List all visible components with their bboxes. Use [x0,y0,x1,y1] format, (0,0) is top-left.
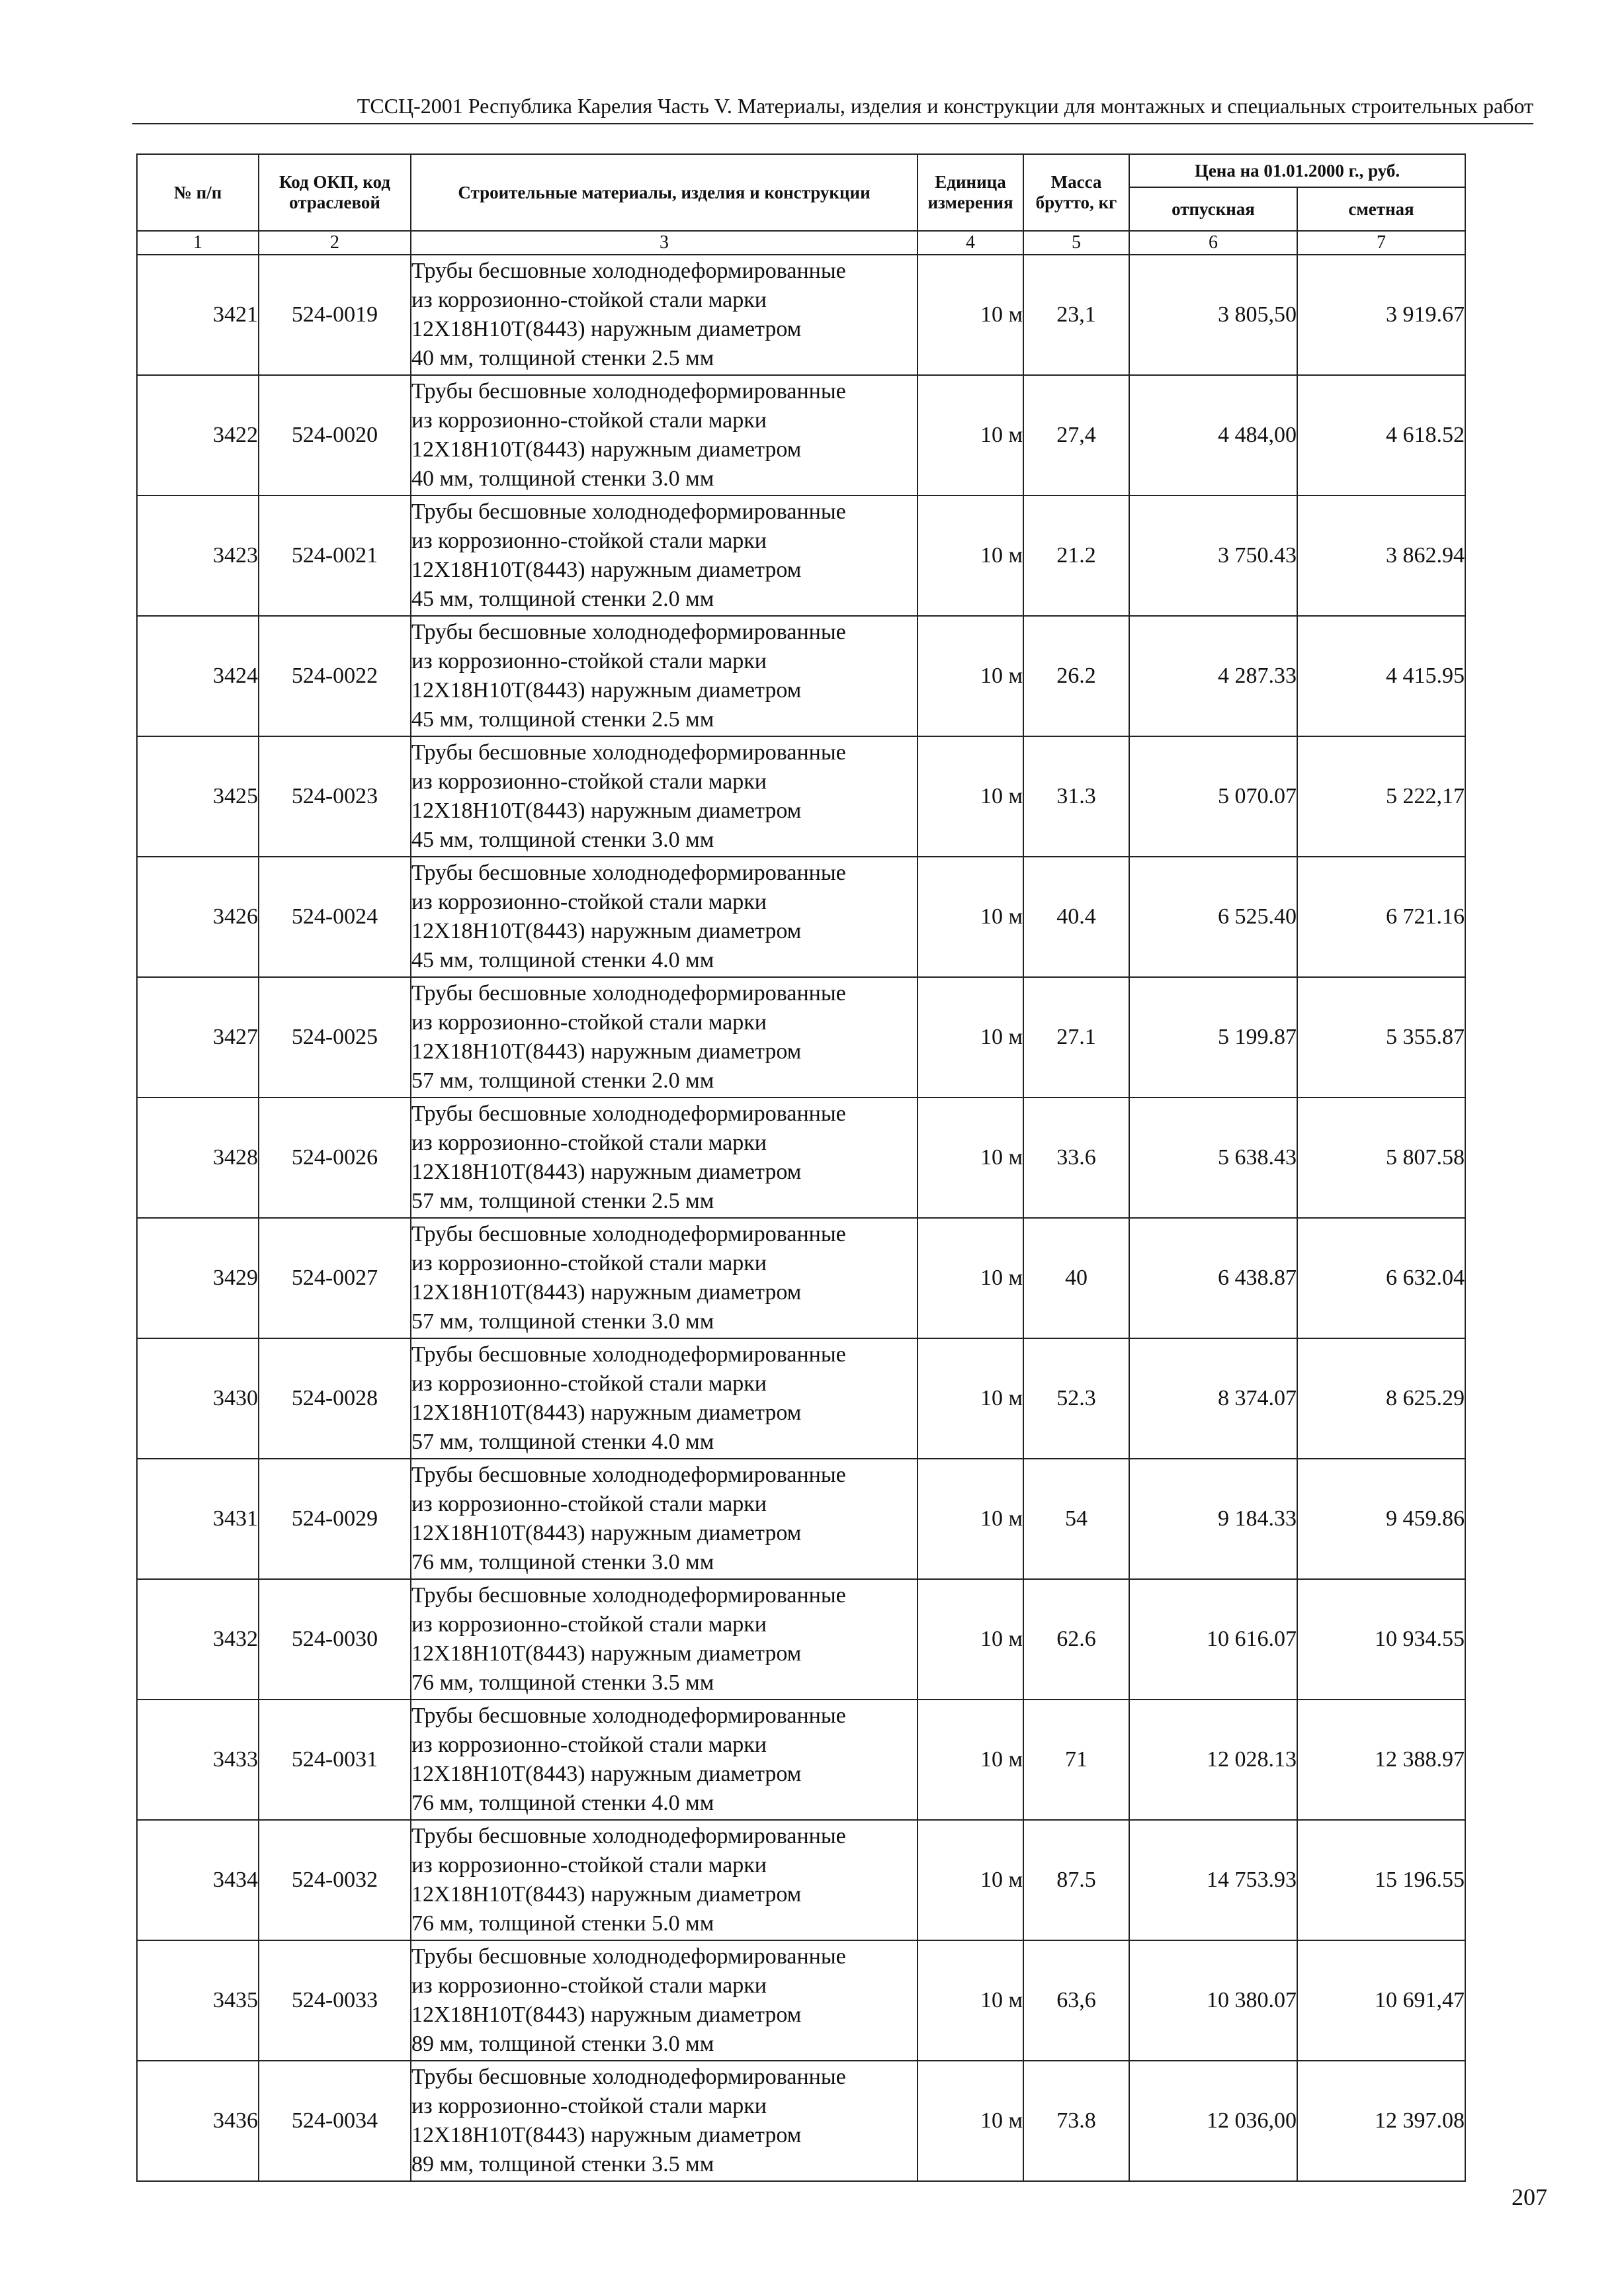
material-name-line: 12Х18Н10Т(8443) наружным диаметром [411,678,802,703]
material-name-line: Трубы бесшовные холоднодеформированные [411,259,846,283]
price-release: 5 070.07 [1129,736,1297,857]
material-name [411,736,918,857]
okp-code: 524-0021 [259,496,411,616]
table-row [137,2061,1465,2181]
material-name [411,977,918,1098]
okp-code: 524-0034 [259,2061,411,2181]
material-name-line: Трубы бесшовные холоднодеформированные [411,981,846,1006]
price-release: 8 374.07 [1129,1338,1297,1459]
row-number: 3435 [137,1940,259,2061]
row-number: 3426 [137,857,259,977]
okp-code: 524-0026 [259,1098,411,1218]
material-name-line: 12Х18Н10Т(8443) наружным диаметром [411,1882,802,1907]
gross-mass: 63,6 [1023,1940,1129,2061]
table-row [137,255,1465,375]
unit-of-measure: 10 м [918,1218,1023,1338]
gross-mass: 62.6 [1023,1579,1129,1700]
material-name-line: 12Х18Н10Т(8443) наружным диаметром [411,558,802,582]
material-name-line: Трубы бесшовные холоднодеформированные [411,1824,846,1848]
column-number-row [137,231,1465,255]
material-name-line: из коррозионно-стойкой стали марки [411,1733,767,1757]
unit-of-measure: 10 м [918,496,1023,616]
material-name [411,857,918,977]
material-name-line: 57 мм, толщиной стенки 2.5 мм [411,1189,714,1213]
gross-mass: 23,1 [1023,255,1129,375]
gross-mass: 71 [1023,1700,1129,1820]
page-header [132,85,1533,124]
page-number: 207 [1512,2184,1547,2210]
material-name [411,1579,918,1700]
material-name-line: Трубы бесшовные холоднодеформированные [411,1944,846,1969]
gross-mass: 21.2 [1023,496,1129,616]
material-name-line: 45 мм, толщиной стенки 4.0 мм [411,948,714,972]
material-name-line: 12Х18Н10Т(8443) наружным диаметром [411,317,802,341]
material-name-line: 89 мм, толщиной стенки 3.5 мм [411,2152,714,2177]
material-name-line: Трубы бесшовные холоднодеформированные [411,2065,846,2089]
col-header-name: Строительные материалы, изделия и конструкции [411,154,918,231]
material-name-line: из коррозионно-стойкой стали марки [411,769,767,794]
material-name [411,1338,918,1459]
table-body [137,255,1465,2181]
gross-mass: 40 [1023,1218,1129,1338]
material-name-line: 89 мм, толщиной стенки 3.0 мм [411,2032,714,2056]
row-number: 3432 [137,1579,259,1700]
material-name-line: 76 мм, толщиной стенки 3.5 мм [411,1670,714,1695]
column-number: 3 [411,231,918,255]
price-release: 3 750.43 [1129,496,1297,616]
price-release: 5 638.43 [1129,1098,1297,1218]
material-name-line: из коррозионно-стойкой стали марки [411,890,767,914]
material-name-line: Трубы бесшовные холоднодеформированные [411,1342,846,1367]
column-number: 6 [1129,231,1297,255]
row-number: 3423 [137,496,259,616]
col-header-price-group: Цена на 01.01.2000 г., руб. [1129,154,1465,187]
col-header-code: Код ОКП, код отраслевой [259,154,411,231]
price-release: 5 199.87 [1129,977,1297,1098]
price-release: 3 805,50 [1129,255,1297,375]
price-release: 12 028.13 [1129,1700,1297,1820]
material-name-line: из коррозионно-стойкой стали марки [411,649,767,673]
price-release: 10 616.07 [1129,1579,1297,1700]
row-number: 3428 [137,1098,259,1218]
material-name-line: 45 мм, толщиной стенки 2.0 мм [411,587,714,611]
table-row [137,496,1465,616]
material-name-line: Трубы бесшовные холоднодеформированные [411,1222,846,1246]
material-name-line: 57 мм, толщиной стенки 2.0 мм [411,1068,714,1093]
price-estimate: 6 632.04 [1297,1218,1465,1338]
material-name-line: 12Х18Н10Т(8443) наружным диаметром [411,1039,802,1064]
gross-mass: 87.5 [1023,1820,1129,1940]
material-name-line: 12Х18Н10Т(8443) наружным диаметром [411,1762,802,1786]
col-header-price-release: отпускная [1129,187,1297,231]
okp-code: 524-0032 [259,1820,411,1940]
material-name-line: 57 мм, толщиной стенки 4.0 мм [411,1430,714,1454]
material-name-line: 40 мм, толщиной стенки 3.0 мм [411,466,714,491]
price-estimate: 10 691,47 [1297,1940,1465,2061]
material-name-line: Трубы бесшовные холоднодеформированные [411,379,846,404]
gross-mass: 73.8 [1023,2061,1129,2181]
okp-code: 524-0023 [259,736,411,857]
unit-of-measure: 10 м [918,616,1023,736]
material-name-line: из коррозионно-стойкой стали марки [411,288,767,312]
material-name [411,255,918,375]
row-number: 3424 [137,616,259,736]
gross-mass: 52.3 [1023,1338,1129,1459]
material-name-line: из коррозионно-стойкой стали марки [411,1251,767,1275]
unit-of-measure: 10 м [918,857,1023,977]
material-name-line: Трубы бесшовные холоднодеформированные [411,1463,846,1487]
material-name-line: из коррозионно-стойкой стали марки [411,1492,767,1516]
unit-of-measure: 10 м [918,1098,1023,1218]
material-name [411,1940,918,2061]
price-estimate: 6 721.16 [1297,857,1465,977]
material-name-line: 76 мм, толщиной стенки 3.0 мм [411,1550,714,1574]
material-name-line: 76 мм, толщиной стенки 4.0 мм [411,1791,714,1815]
gross-mass: 27,4 [1023,375,1129,496]
material-name [411,616,918,736]
table-row [137,1218,1465,1338]
unit-of-measure: 10 м [918,1820,1023,1940]
column-number: 2 [259,231,411,255]
price-estimate: 5 355.87 [1297,977,1465,1098]
price-release: 10 380.07 [1129,1940,1297,2061]
price-estimate: 4 618.52 [1297,375,1465,496]
material-name-line: из коррозионно-стойкой стали марки [411,1612,767,1637]
unit-of-measure: 10 м [918,2061,1023,2181]
row-number: 3427 [137,977,259,1098]
material-name-line: из коррозионно-стойкой стали марки [411,1010,767,1035]
price-estimate: 15 196.55 [1297,1820,1465,1940]
row-number: 3433 [137,1700,259,1820]
column-number: 1 [137,231,259,255]
material-name [411,1218,918,1338]
unit-of-measure: 10 м [918,1459,1023,1579]
col-header-price-estimate: сметная [1297,187,1465,231]
price-estimate: 5 222,17 [1297,736,1465,857]
material-name [411,496,918,616]
material-name-line: Трубы бесшовные холоднодеформированные [411,1101,846,1126]
column-number: 7 [1297,231,1465,255]
material-name-line: 12Х18Н10Т(8443) наружным диаметром [411,1521,802,1545]
okp-code: 524-0031 [259,1700,411,1820]
unit-of-measure: 10 м [918,375,1023,496]
col-header-num: № п/п [137,154,259,231]
column-number: 4 [918,231,1023,255]
unit-of-measure: 10 м [918,1338,1023,1459]
okp-code: 524-0030 [259,1579,411,1700]
material-name-line: 12Х18Н10Т(8443) наружным диаметром [411,1280,802,1305]
table-row [137,375,1465,496]
table-row [137,1338,1465,1459]
material-name-line: 12Х18Н10Т(8443) наружным диаметром [411,1160,802,1184]
row-number: 3421 [137,255,259,375]
material-name [411,1098,918,1218]
okp-code: 524-0027 [259,1218,411,1338]
table-row [137,977,1465,1098]
unit-of-measure: 10 м [918,1700,1023,1820]
table-row [137,1098,1465,1218]
material-name-line: из коррозионно-стойкой стали марки [411,529,767,553]
price-release: 12 036,00 [1129,2061,1297,2181]
okp-code: 524-0022 [259,616,411,736]
material-name-line: 12Х18Н10Т(8443) наружным диаметром [411,1401,802,1425]
okp-code: 524-0033 [259,1940,411,2061]
unit-of-measure: 10 м [918,1940,1023,2061]
price-release: 14 753.93 [1129,1820,1297,1940]
material-name-line: из коррозионно-стойкой стали марки [411,1131,767,1155]
material-name-line: Трубы бесшовные холоднодеформированные [411,1583,846,1608]
material-name [411,1700,918,1820]
okp-code: 524-0028 [259,1338,411,1459]
price-estimate: 10 934.55 [1297,1579,1465,1700]
price-table [136,153,1466,2182]
material-name-line: 12Х18Н10Т(8443) наружным диаметром [411,919,802,943]
material-name-line: 12Х18Н10Т(8443) наружным диаметром [411,437,802,462]
price-estimate: 5 807.58 [1297,1098,1465,1218]
header-row [137,154,1465,187]
price-release: 4 287.33 [1129,616,1297,736]
price-release: 4 484,00 [1129,375,1297,496]
row-number: 3430 [137,1338,259,1459]
row-number: 3425 [137,736,259,857]
material-name-line: из коррозионно-стойкой стали марки [411,1853,767,1877]
material-name-line: Трубы бесшовные холоднодеформированные [411,620,846,644]
price-estimate: 8 625.29 [1297,1338,1465,1459]
material-name-line: из коррозионно-стойкой стали марки [411,1973,767,1998]
material-name-line: из коррозионно-стойкой стали марки [411,408,767,433]
row-number: 3431 [137,1459,259,1579]
table-row [137,616,1465,736]
row-number: 3429 [137,1218,259,1338]
material-name-line: 45 мм, толщиной стенки 3.0 мм [411,828,714,852]
material-name-line: 76 мм, толщиной стенки 5.0 мм [411,1911,714,1936]
material-name-line: из коррозионно-стойкой стали марки [411,2094,767,2118]
table-row [137,736,1465,857]
material-name [411,1459,918,1579]
material-name-line: 12Х18Н10Т(8443) наружным диаметром [411,1641,802,1666]
price-release: 6 438.87 [1129,1218,1297,1338]
unit-of-measure: 10 м [918,977,1023,1098]
price-estimate: 9 459.86 [1297,1459,1465,1579]
material-name-line: 12Х18Н10Т(8443) наружным диаметром [411,2123,802,2147]
material-name-line: Трубы бесшовные холоднодеформированные [411,861,846,885]
table-row [137,1579,1465,1700]
material-name-line: 57 мм, толщиной стенки 3.0 мм [411,1309,714,1334]
material-name [411,375,918,496]
material-name [411,2061,918,2181]
col-header-mass: Масса брутто, кг [1023,154,1129,231]
row-number: 3434 [137,1820,259,1940]
column-number: 5 [1023,231,1129,255]
okp-code: 524-0025 [259,977,411,1098]
unit-of-measure: 10 м [918,1579,1023,1700]
table-row [137,1459,1465,1579]
price-estimate: 4 415.95 [1297,616,1465,736]
price-estimate: 3 919.67 [1297,255,1465,375]
unit-of-measure: 10 м [918,255,1023,375]
gross-mass: 26.2 [1023,616,1129,736]
price-estimate: 3 862.94 [1297,496,1465,616]
price-release: 6 525.40 [1129,857,1297,977]
material-name-line: Трубы бесшовные холоднодеформированные [411,740,846,765]
material-name-line: из коррозионно-стойкой стали марки [411,1371,767,1396]
material-name-line: 12Х18Н10Т(8443) наружным диаметром [411,798,802,823]
table-row [137,1700,1465,1820]
material-name-line: 40 мм, толщиной стенки 2.5 мм [411,346,714,370]
okp-code: 524-0029 [259,1459,411,1579]
gross-mass: 33.6 [1023,1098,1129,1218]
price-estimate: 12 388.97 [1297,1700,1465,1820]
table-row [137,1820,1465,1940]
okp-code: 524-0024 [259,857,411,977]
price-release: 9 184.33 [1129,1459,1297,1579]
col-header-unit: Единица измерения [918,154,1023,231]
row-number: 3422 [137,375,259,496]
okp-code: 524-0020 [259,375,411,496]
okp-code: 524-0019 [259,255,411,375]
material-name-line: Трубы бесшовные холоднодеформированные [411,499,846,524]
row-number: 3436 [137,2061,259,2181]
price-estimate: 12 397.08 [1297,2061,1465,2181]
material-name-line: 12Х18Н10Т(8443) наружным диаметром [411,2003,802,2027]
table-row [137,857,1465,977]
material-name-line: Трубы бесшовные холоднодеформированные [411,1703,846,1728]
gross-mass: 31.3 [1023,736,1129,857]
page-header-title: ТССЦ-2001 Республика Карелия Часть V. Материалы, изделия и конструкции для монтажных и специальных строительных работ [357,94,1533,118]
material-name [411,1820,918,1940]
unit-of-measure: 10 м [918,736,1023,857]
gross-mass: 40.4 [1023,857,1129,977]
material-name-line: 45 мм, толщиной стенки 2.5 мм [411,707,714,732]
table-row [137,1940,1465,2061]
gross-mass: 54 [1023,1459,1129,1579]
gross-mass: 27.1 [1023,977,1129,1098]
